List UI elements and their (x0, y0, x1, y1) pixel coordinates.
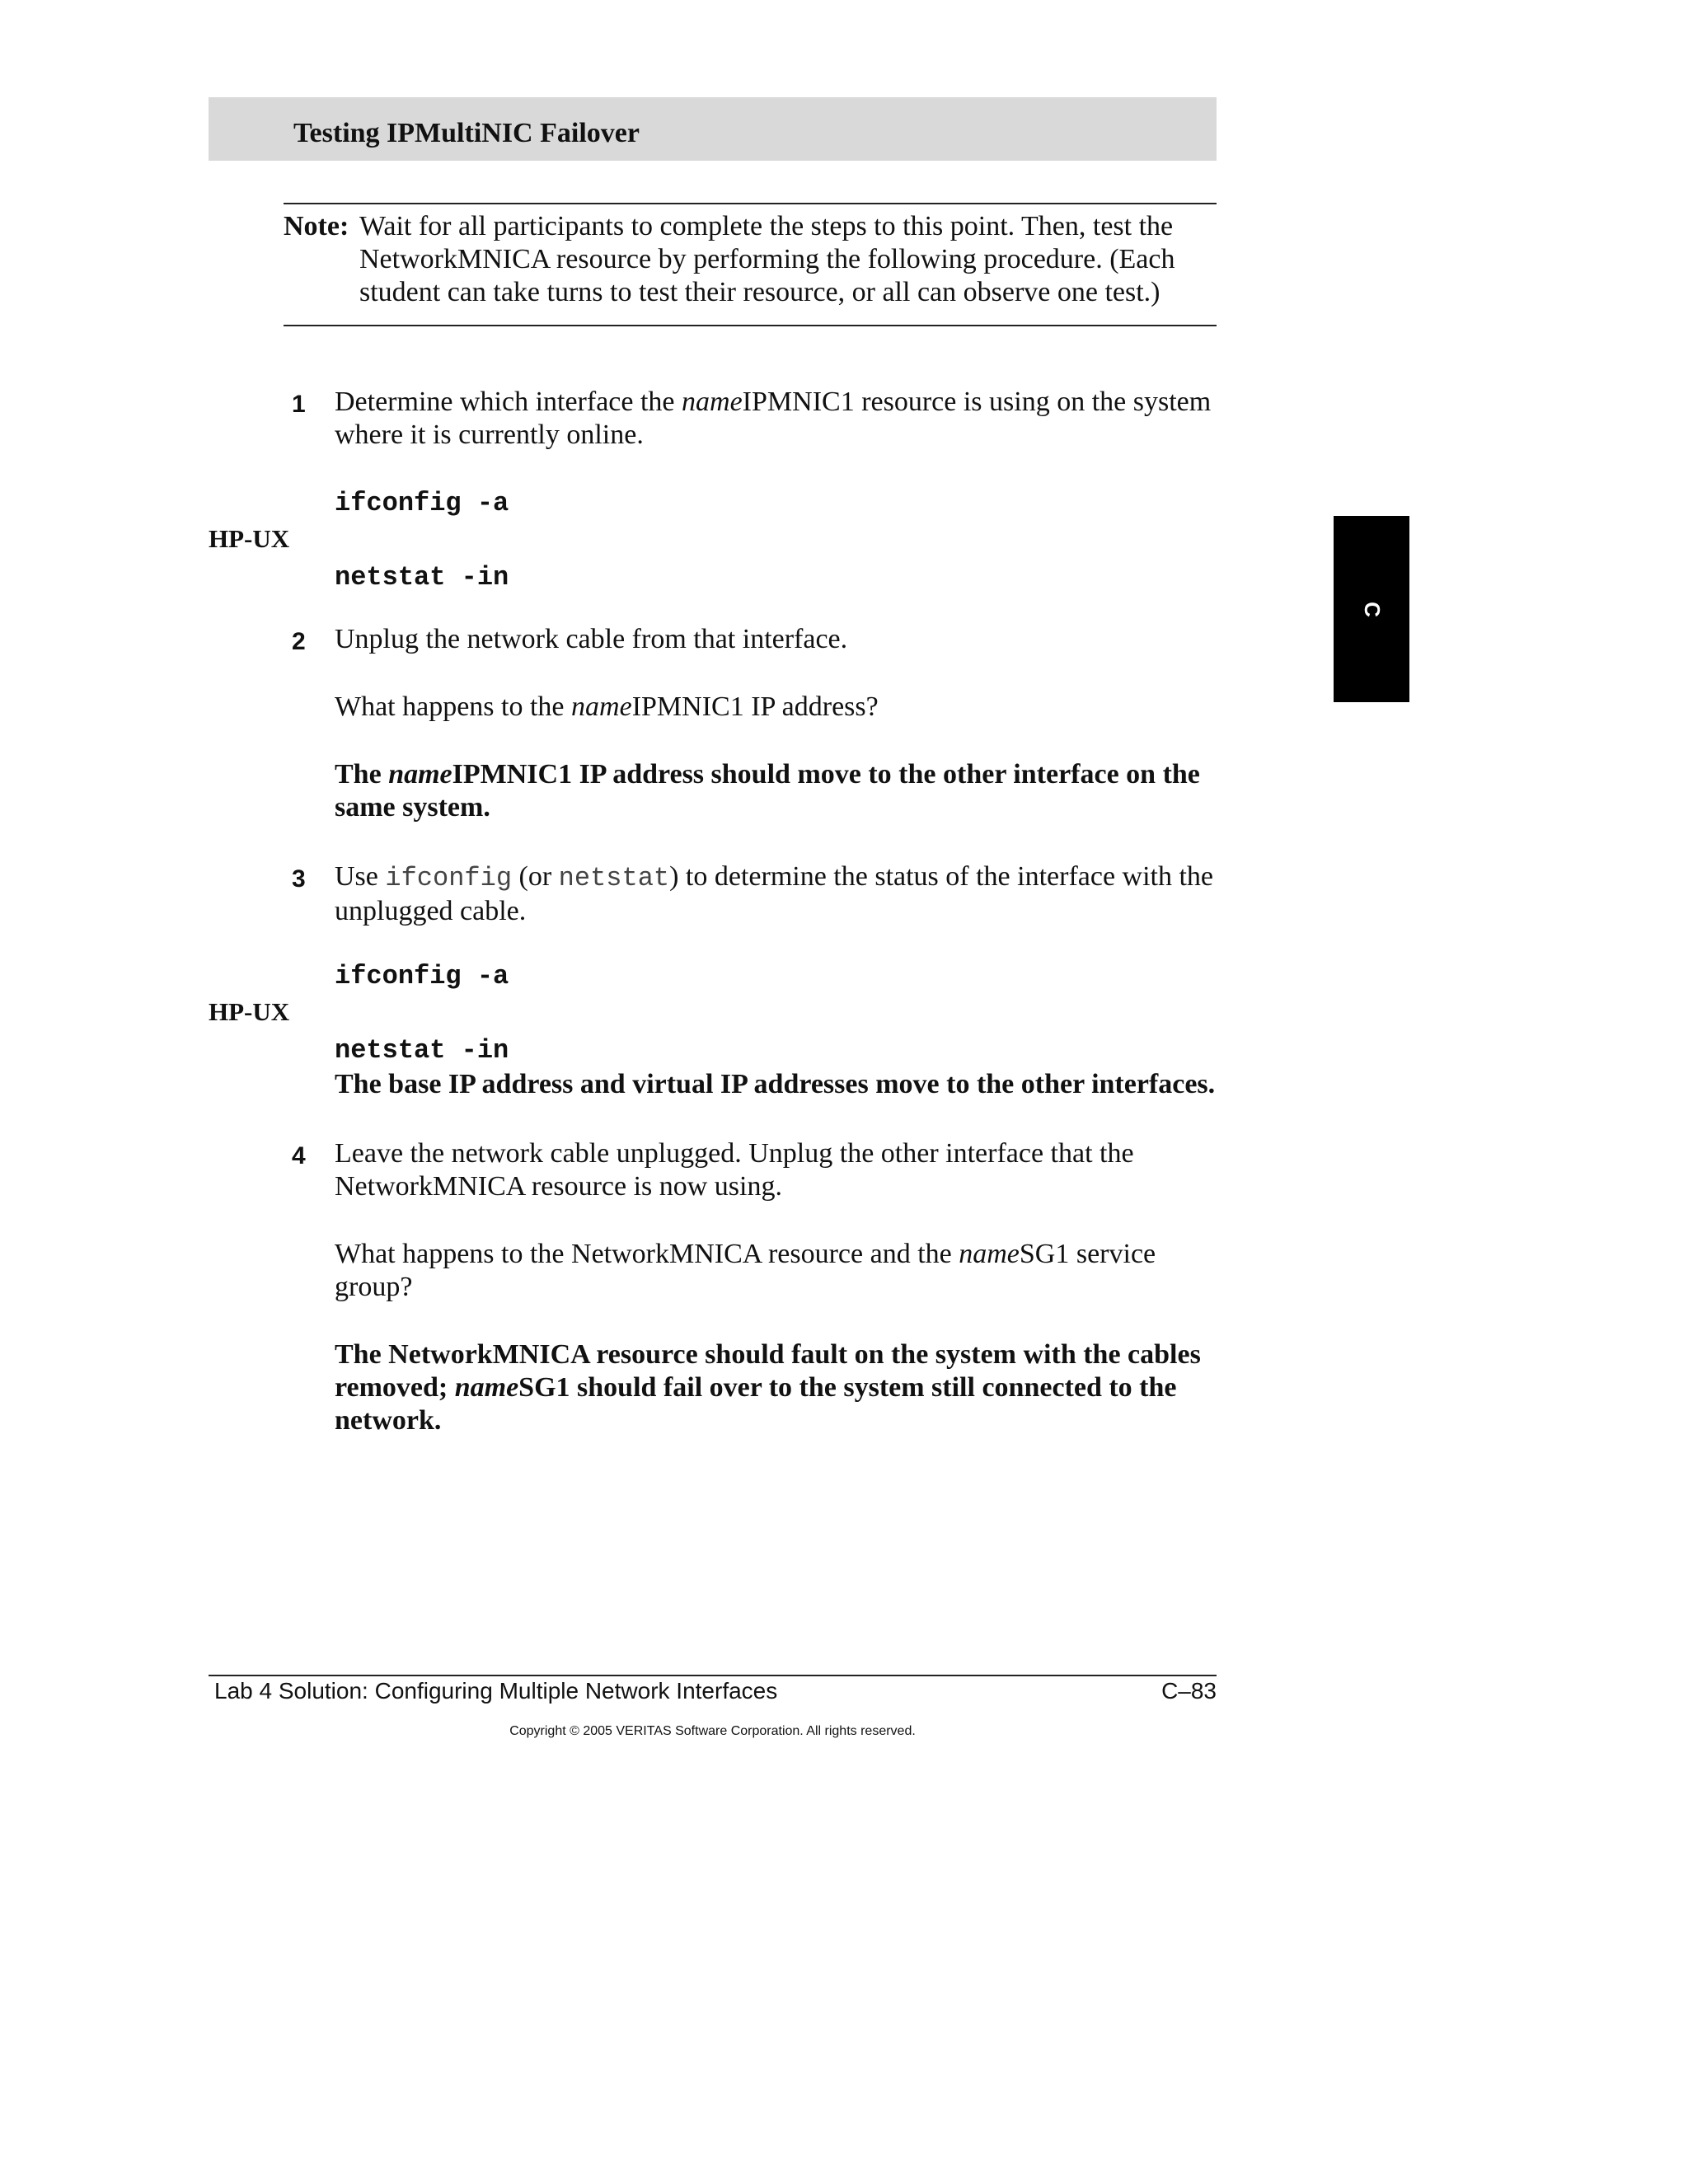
command-line: netstat -in (335, 1035, 509, 1066)
step-number: 3 (292, 865, 306, 893)
step-text: Determine which interface the nameIPMNIC1 resource is using on the system where it is currently online. (335, 387, 1212, 450)
footer-chapter-title: Lab 4 Solution: Configuring Multiple Network Interfaces (214, 1678, 778, 1704)
command-line: ifconfig -a (335, 488, 509, 518)
os-label: HP-UX (209, 997, 290, 1026)
step-answer: The nameIPMNIC1 IP address should move to the other interface on the same system. (335, 759, 1200, 823)
note-label: Note: (284, 211, 349, 241)
os-label: HP-UX (209, 524, 290, 553)
note-text: Wait for all participants to complete the steps to this point. Then, test the NetworkMNICA resource by performing the following procedure. (Each student can take turns to test their resource, or all can observe one test.) (359, 211, 1175, 307)
step-number: 4 (292, 1142, 306, 1169)
command-line: ifconfig -a (335, 961, 509, 991)
command-line: netstat -in (335, 562, 509, 593)
appendix-tab-letter: C (1359, 601, 1385, 617)
note-top-rule (284, 203, 1217, 204)
step-number: 1 (292, 391, 306, 418)
step-text: Leave the network cable unplugged. Unplug the other interface that the NetworkMNICA resource is now using. (335, 1138, 1134, 1202)
step-question: What happens to the nameIPMNIC1 IP address? (335, 691, 879, 722)
section-title: Testing IPMultiNIC Failover (293, 118, 640, 148)
step-answer: The NetworkMNICA resource should fault on the system with the cables removed; nameSG1 should fail over to the system still connected to the network. (335, 1339, 1201, 1436)
appendix-tab (1334, 516, 1409, 702)
step-number: 2 (292, 628, 306, 655)
footer-rule (209, 1675, 1217, 1676)
step-answer: The base IP address and virtual IP addresses move to the other interfaces. (335, 1069, 1216, 1099)
step-text: Unplug the network cable from that interface. (335, 624, 848, 654)
footer-page-number: C–83 (1161, 1678, 1217, 1704)
footer-copyright: Copyright © 2005 VERITAS Software Corporation. All rights reserved. (509, 1724, 916, 1738)
note-bottom-rule (284, 325, 1217, 326)
step-question: What happens to the NetworkMNICA resource and the nameSG1 service group? (335, 1239, 1156, 1302)
step-text: Use ifconfig (or netstat) to determine the status of the interface with the unplugged cable. (335, 861, 1214, 926)
